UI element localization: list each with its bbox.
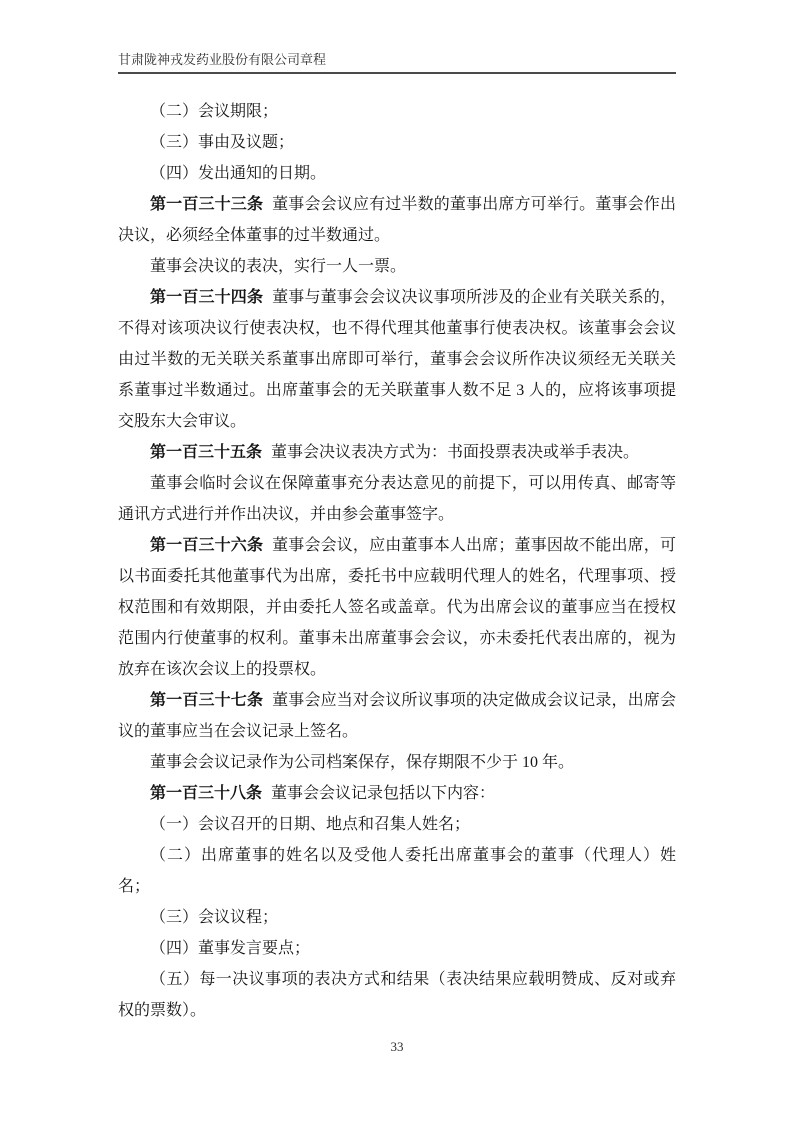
paragraph-text: （二）会议期限； bbox=[150, 103, 279, 120]
paragraph-text: （二）出席董事的姓名以及受他人委托出席董事会的董事（代理人）姓名； bbox=[118, 847, 676, 895]
document-body bbox=[118, 96, 676, 1026]
paragraph-text: 董事会会议记录包括以下内容： bbox=[271, 785, 496, 802]
paragraph-text: 董事会会议应有过半数的董事出席方可举行。董事会作出决议，必须经全体董事的过半数通过。 bbox=[118, 196, 676, 244]
body-paragraph bbox=[118, 468, 676, 530]
list-item-paragraph bbox=[118, 964, 676, 1026]
body-paragraph bbox=[118, 747, 676, 778]
article-paragraph bbox=[118, 437, 676, 468]
list-item-paragraph bbox=[118, 902, 676, 933]
paragraph-text: 董事与董事会会议决议事项所涉及的企业有关联关系的，不得对该项决议行使表决权，也不得代理其他董事行使表决权。该董事会会议由过半数的无关联关系董事出席即可举行，董事会会议所作决议须经无关联关系董事过半数通过。出席董事会的无关联董事人数不足 3 人的，应将该事项提交股东大会审议。 bbox=[118, 289, 676, 430]
paragraph-text: 董事会应当对会议所议事项的决定做成会议记录，出席会议的董事应当在会议记录上签名。 bbox=[118, 692, 676, 740]
article-number: 第一百三十四条 bbox=[150, 289, 264, 306]
article-paragraph bbox=[118, 778, 676, 809]
header-title: 甘肃陇神戎发药业股份有限公司章程 bbox=[118, 52, 327, 67]
paragraph-text: 董事会会议，应由董事本人出席；董事因故不能出席，可以书面委托其他董事代为出席，委托书中应载明代理人的姓名，代理事项、授权范围和有效期限，并由委托人签名或盖章。代为出席会议的董事应当在授权范围内行使董事的权利。董事未出席董事会会议，亦未委托代表出席的，视为放弃在该次会议上的投票权。 bbox=[118, 537, 676, 678]
paragraph-text: 董事会决议表决方式为：书面投票表决或举手表决。 bbox=[271, 444, 640, 461]
paragraph-text: （一）会议召开的日期、地点和召集人姓名； bbox=[150, 816, 471, 833]
list-item-paragraph bbox=[118, 809, 676, 840]
paragraph-text: （四）发出通知的日期。 bbox=[150, 165, 327, 182]
paragraph-text: （三）会议议程； bbox=[150, 909, 279, 926]
paragraph-text: 董事会决议的表决，实行一人一票。 bbox=[150, 258, 407, 275]
article-paragraph bbox=[118, 530, 676, 685]
article-paragraph bbox=[118, 189, 676, 251]
article-paragraph bbox=[118, 685, 676, 747]
list-item-paragraph bbox=[118, 933, 676, 964]
paragraph-text: （四）董事发言要点； bbox=[150, 940, 311, 957]
paragraph-text: 董事会临时会议在保障董事充分表达意见的前提下，可以用传真、邮寄等通讯方式进行并作出决议，并由参会董事签字。 bbox=[118, 475, 676, 523]
article-number: 第一百三十七条 bbox=[150, 692, 264, 709]
page-header bbox=[118, 52, 676, 74]
article-number: 第一百三十三条 bbox=[150, 196, 264, 213]
list-item-paragraph bbox=[118, 96, 676, 127]
article-number: 第一百三十五条 bbox=[150, 444, 263, 461]
list-item-paragraph bbox=[118, 127, 676, 158]
page-number: 33 bbox=[390, 1039, 404, 1054]
page-footer bbox=[0, 1039, 794, 1055]
list-item-paragraph bbox=[118, 840, 676, 902]
paragraph-text: 董事会会议记录作为公司档案保存，保存期限不少于 10 年。 bbox=[150, 754, 575, 771]
paragraph-text: （三）事由及议题； bbox=[150, 134, 295, 151]
body-paragraph bbox=[118, 251, 676, 282]
article-paragraph bbox=[118, 282, 676, 437]
article-number: 第一百三十八条 bbox=[150, 785, 263, 802]
list-item-paragraph bbox=[118, 158, 676, 189]
article-number: 第一百三十六条 bbox=[150, 537, 264, 554]
paragraph-text: （五）每一决议事项的表决方式和结果（表决结果应载明赞成、反对或弃权的票数）。 bbox=[118, 971, 676, 1019]
